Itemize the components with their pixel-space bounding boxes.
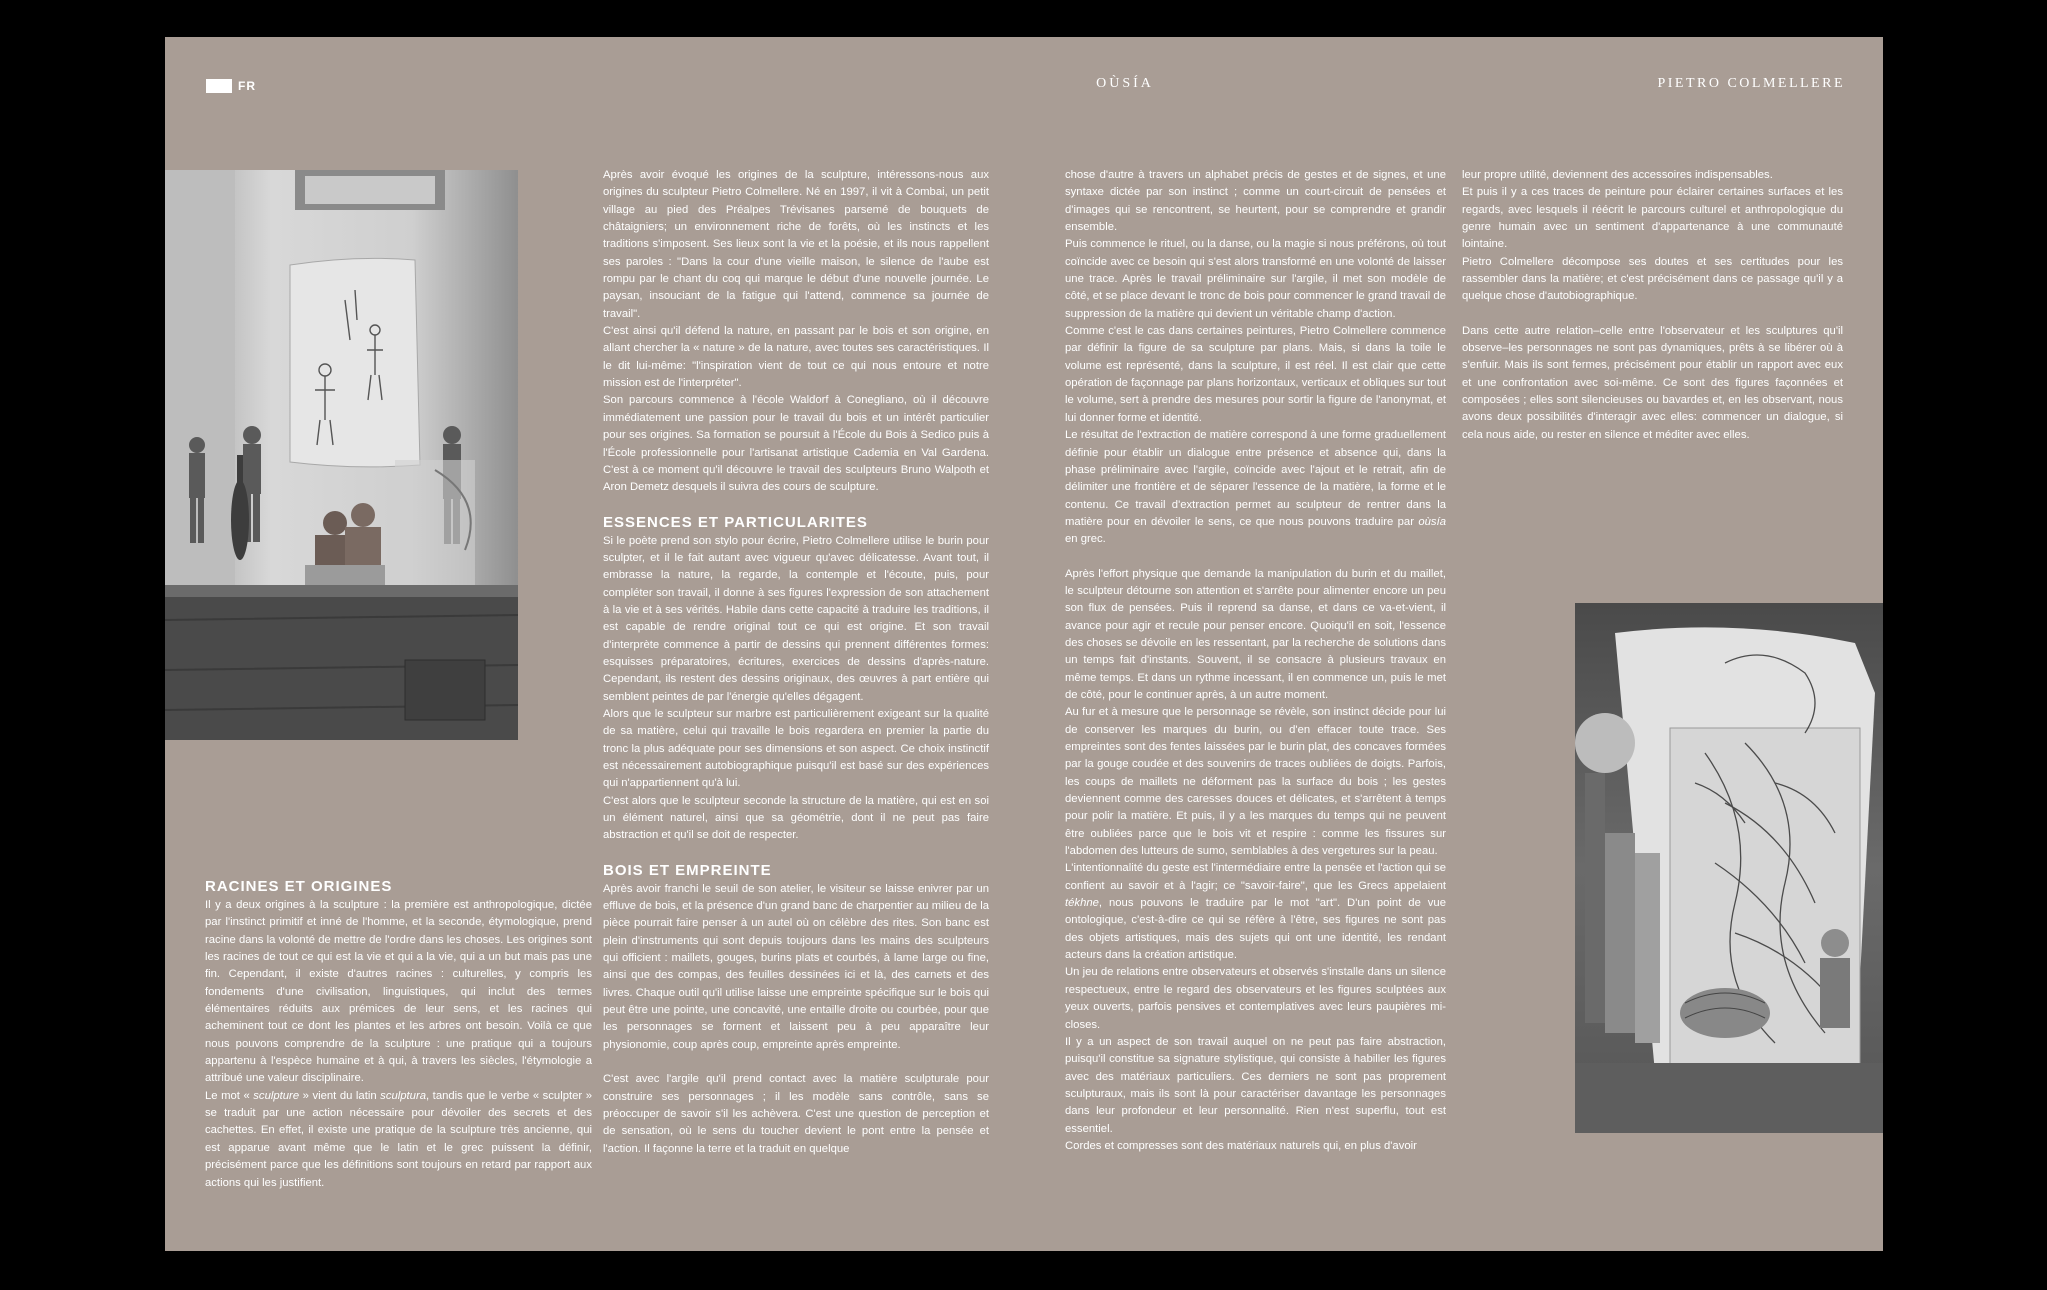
paragraph: Et puis il y a ces traces de peinture pour éclairer certaines surfaces et les regards, avec lesquels il réécrit le parcours culturel et anthropologique du genre humain avec un sentiment d'appartenance à une communauté lointaine. [1462, 186, 1843, 251]
paragraph: Son parcours commence à l'école Waldorf à Conegliano, où il découvre immédiatement une passion pour le travail du bois et un intérêt particulier pour ses origines. Sa formation se poursuit à l'École du Bois à Sedico puis à l'École professionnelle pour l'artisanat artistique Cademia en Val Gardena. C'est à ce moment qu'il découvre le travail des sculpteurs Bruno Walpoth et Aron Demetz desquels il suivra des cours de sculpture. [603, 394, 989, 494]
magazine-spread [165, 37, 1883, 1251]
section-heading-essences: ESSENCES ET PARTICULARITES [603, 513, 868, 531]
paragraph: Après avoir franchi le seuil de son atelier, le visiteur se laisse enivrer par un effluve de bois, et la présence d'un grand banc de charpentier au milieu de la pièce pourrait faire penser à un autel où on célèbre des rites. Son banc est plein d'instruments qui sont depuis toujours dans les mains des sculpteurs qui officient : maillets, gouges, burins plats et courbés, à lame large ou fine, ainsi que des compas, des feuilles dessinées ici et là, des carnets et des livres. Chaque outil qu'il utilise laisse une empreinte spécifique sur le bois qui peut être une pointe, une concavité, une entaille droite ou courbée, pour que les personnages se forment et laissent peu à peu apparaître leur physionomie, coup après coup, empreinte après empreinte. [603, 882, 989, 1051]
paragraph: Si le poète prend son stylo pour écrire, Pietro Colmellere utilise le burin pour sculpter, et il le fait autant avec vigueur qu'avec délicatesse. Avant tout, il embrasse la nature, la regarde, la contemple et l'écoute, puis, pour compléter son travail, il donne à ses figures l'expression de son attachement à la vie et à ses vérités. Habile dans cette capacité à traduire les traditions, il est capable de rendre original tout ce qui est origine. Et son travail d'interprète commence à partir de dessins qui prennent différentes formes: esquisses préparatoires, écritures, exercices de dessins d'après-nature. Cependant, ils restent des dessins originaux, des œuvres à part entière qui semblent peintes de par l'énergie qu'elles dégagent. [603, 534, 989, 703]
photo-icon [1575, 603, 1883, 1133]
paragraph: Puis commence le rituel, ou la danse, ou la magie si nous préférons, où tout coïncide avec ce besoin qui s'est alors transformé en une volonté de laisser une trace. Après le travail préliminaire sur l'argile, il met son modèle de côté, et se place devant le tronc de bois pour commencer le grand travail de suppression de la matière qui devient un véritable champ d'action. [1065, 238, 1446, 320]
magazine-title: OÙSÍA [1096, 76, 1154, 91]
paragraph: Pietro Colmellere décompose ses doutes et ses certitudes pour les rassembler dans la matière; et c'est précisément dans ce passage qu'il y a quelque chose d'autobiographique. [1462, 255, 1843, 303]
column-1 [205, 877, 592, 1192]
paragraph: Alors que le sculpteur sur marbre est particulièrement exigeant sur la qualité de sa matière, celui qui travaille le bois regardera en premier la partie du tronc la plus adéquate pour ses dimensions et son aspect. Ce choix instinctif est nécessairement autobiographique puisqu'il est basé sur des expériences qui n'appartiennent qu'à lui. [603, 707, 989, 790]
studio-shelf-photo [165, 170, 518, 740]
paragraph: leur propre utilité, deviennent des accessoires indispensables. [1462, 169, 1773, 181]
photo-icon [165, 170, 518, 740]
paragraph: Après l'effort physique que demande la manipulation du burin et du maillet, le sculpteur détourne son attention et s'arrête pour alimenter encore un peu son flux de pensées. Puis il reprend sa danse, et dans ce va-et-vient, il avance pour agir et recule pour penser encore. Quoiqu'il en soit, l'essence des choses se dévoile en les ressentant, par la recherche de solutions dans un temps fait d'instants. Souvent, il se consacre à plusieurs travaux en même temps. Et dans un rythme incessant, il en commence un, puis le met de côté, pour le continuer après, à un autre moment. [1065, 567, 1446, 701]
paragraph: Le résultat de l'extraction de matière correspond à une forme graduellement définie pour établir un dialogue entre présence et absence qui, dans la phase préliminaire avec l'argile, coïncide avec l'ajout et le retrait, afin de délimiter une frontière et de séparer l'essence de la matière, la forme et le contenu. Ce travail d'extraction permet au sculpteur de rentrer dans la matière pour en dévoiler le sens, ce que nous pouvons traduire par oùsía en grec. [1065, 429, 1446, 546]
paragraph: Comme c'est le cas dans certaines peintures, Pietro Colmellere commence par définir la figure de sa sculpture par plans. Mais, si dans la toile le volume est représenté, dans la sculpture, il est réel. Il est clair que cette opération de façonnage par plans horizontaux, verticaux et obliques sur tout le volume, sert à prendre des mesures pour sortir la figure de l'anonymat, et lui donner forme et identité. [1065, 325, 1446, 424]
paragraph: Le mot « sculpture » vient du latin sculptura, tandis que le verbe « sculpter » se traduit par une action nécessaire pour dévoiler des secrets et des cachettes. En effet, il existe une pratique de la sculpture très ancienne, qui est apparue avant même que le latin et le grec puissent la définir, précisément parce que les définitions sont toujours en retard par rapport aux actions qui les justifient. [205, 1089, 592, 1189]
paragraph: C'est alors que le sculpteur seconde la structure de la matière, qui est en soi un élément naturel, ainsi que sa géométrie, dont il ne peut pas faire abstraction et qu'il se doit de respecter. [603, 794, 989, 842]
paragraph: Un jeu de relations entre observateurs et observés s'installe dans un silence respectueux, entre le regard des observateurs et les figures sculptées aux yeux ouverts, parfois pensives et contemplatives avec leurs paupières mi-closes. [1065, 966, 1446, 1031]
paragraph: chose d'autre à travers un alphabet précis de gestes et de signes, et une syntaxe dictée par son instinct ; comme un court-circuit de pensées et d'images qui se rencontrent, se heurtent, pour se comprendre et grandir ensemble. [1065, 169, 1446, 234]
studio-corner-photo [1575, 603, 1883, 1133]
column-4 [1462, 167, 1843, 444]
paragraph: C'est avec l'argile qu'il prend contact avec la matière sculpturale pour construire ses personnages ; il les modèle sans contrôle, sans se préoccuper de savoir s'il les achèvera. C'est une question de perception et de sensation, où le sens du toucher devient le pont entre la pensée et l'action. Il façonne la terre et la traduit en quelque [603, 1073, 989, 1155]
paragraph: Il y a deux origines à la sculpture : la première est anthropologique, dictée par l'instinct primitif et inné de l'homme, et la seconde, étymologique, prend racine dans la volonté de mettre de l'ordre dans les choses. Les origines sont les racines de tout ce qui est la vie et qui a la vie, qui a un but mais pas une fin. Cependant, il existe d'autres racines : culturelles, y compris les fondements d'une civilisation, linguistiques, qui inclut des termes élémentaires réduits aux prémices de leur sens, et les racines qui acheminent tout ce dont les plantes et les arbres ont besoin. Voilà ce que nous pouvons comprendre de la sculpture : une pratique qui a toujours appartenu à l'espèce humaine et à qui, à travers les siècles, l'étymologie a attribué une valeur disciplinaire. [205, 899, 592, 1085]
paragraph: Après avoir évoqué les origines de la sculpture, intéressons-nous aux origines du sculpteur Pietro Colmellere. Né en 1997, il vit à Combai, un petit village au pied des Préalpes Trévisanes parsemé de bouquets de châtaigniers; un environnement riche de forêts, où les instincts et les traditions s'imposent. Ses lieux sont la vie et la poésie, et ils nous rappellent ses paroles : "Dans la cour d'une vieille maison, le silence de l'aube est rompu par le chant du coq qui marque le début d'une nouvelle journée. Le paysan, insouciant de la fatigue qui l'attend, commence sa journée de travail". [603, 169, 989, 320]
language-flag-icon [206, 79, 232, 93]
paragraph: Cordes et compresses sont des matériaux naturels qui, en plus d'avoir [1065, 1139, 1417, 1152]
artist-name: PIETRO COLMELLERE [1657, 76, 1845, 91]
section-heading-bois: BOIS ET EMPREINTE [603, 861, 772, 879]
column-3 [1065, 167, 1446, 1155]
paragraph: L'intentionnalité du geste est l'intermédiaire entre la pensée et l'action qui se confient au savoir et à l'agir; ce "savoir-faire", que les Grecs appelaient tékhne, nous pouvons le traduire par le mot "art". D'un point de vue ontologique, c'est-à-dire ce qui se réfère à l'être, ses figures ne sont pas des objets artistiques, mais des sujets qui ont une identité, les rendant acteurs dans la création artistique. [1065, 862, 1446, 962]
column-2 [603, 167, 989, 1158]
paragraph: Au fur et à mesure que le personnage se révèle, son instinct décide pour lui de conserver les marques du burin, ou d'en effacer toute trace. Ses empreintes sont des fentes laissées par le burin plat, des concaves formées par la gouge coudée et des souvenirs de traces oubliées de doigts. Parfois, les coups de maillets ne déforment pas la surface du bois ; les gestes deviennent comme des caresses douces et délicates, et s'arrêtent à temps pour polir la matière. Et puis, il y a les marques du temps qui ne peuvent être oubliées parce que le bois vit et respire : comme les fissures sur l'abdomen des lutteurs de sumo, semblables à des vergetures sur la peau. [1065, 706, 1446, 858]
section-heading-racines: RACINES ET ORIGINES [205, 878, 393, 895]
paragraph: Il y a un aspect de son travail auquel on ne peut pas faire abstraction, puisqu'il constitue sa signature stylistique, qui consiste à habiller les figures avec des matériaux particuliers. Ces derniers ne sont pas proprement sculpturaux, mais ils sont là pour caractériser davantage les personnages dans leur profondeur et leur personnalité. Rien n'est superflu, tout est essentiel. [1065, 1035, 1446, 1135]
paragraph: Dans cette autre relation–celle entre l'observateur et les sculptures qu'il observe–les personnages ne sont pas dynamiques, prêts à se libérer où à s'enfuir. Mais ils sont fermes, précisément pour établir un rapport avec eux et une confrontation avec soi-même. Ce sont des figures façonnées et composées ; elles sont silencieuses ou bavardes et, en les observant, nous avons deux possibilités d'interagir avec elles: commencer un dialogue, si cela nous aide, ou rester en silence et méditer avec elles. [1462, 324, 1843, 441]
language-label: FR [238, 79, 256, 93]
paragraph: C'est ainsi qu'il défend la nature, en passant par le bois et son origine, en allant chercher la « nature » de la nature, avec toutes ses caractéristiques. Il le dit lui-même: "l'inspiration vient de tout ce qui nous entoure et notre mission est de l'interpréter". [603, 325, 989, 390]
